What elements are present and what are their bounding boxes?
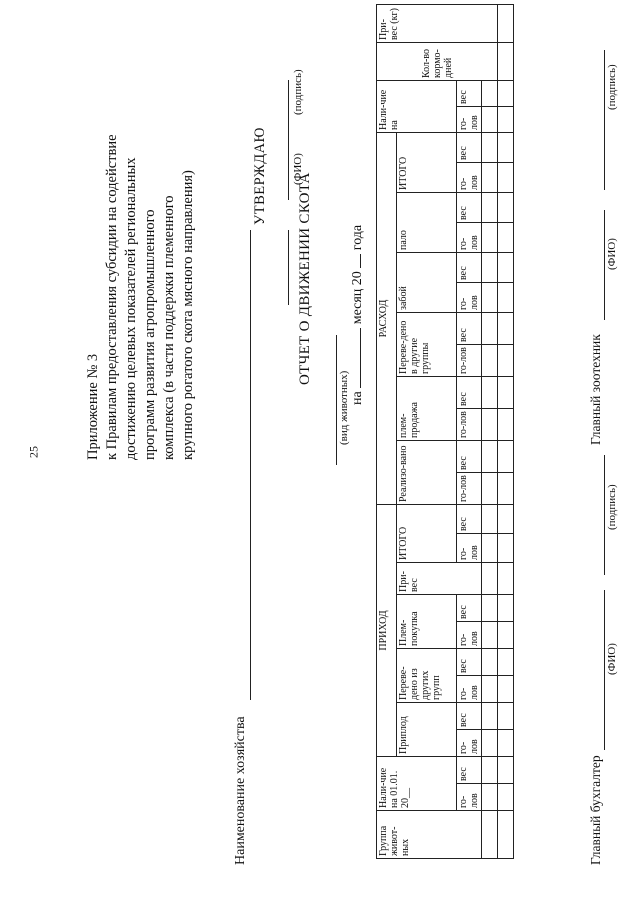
table-cell-empty xyxy=(482,163,498,193)
period-year: года xyxy=(350,224,365,251)
zootechnician-fio-caption: (ФИО) xyxy=(606,238,618,270)
end-balance-header: Нали-чие на xyxy=(377,81,457,133)
table-cell-empty xyxy=(482,223,498,253)
table-cell-empty xyxy=(482,563,498,595)
income-col-total: ИТОГО xyxy=(397,505,457,563)
income-col-breeding-purchase: Плем-покупка xyxy=(397,595,457,649)
table-cell-empty xyxy=(482,676,498,703)
heads-label: го-лов xyxy=(457,730,482,757)
heads-label: го-лов xyxy=(457,345,482,377)
table-cell-empty xyxy=(498,730,514,757)
approval-signature-caption: (подпись) xyxy=(292,69,304,115)
table-cell-empty xyxy=(498,784,514,811)
start-balance-header: Нали-чие на 01.01. 20__ xyxy=(377,757,457,811)
zootechnician-label: Главный зоотехник xyxy=(588,334,603,445)
table-cell-empty xyxy=(482,811,498,859)
table-cell-empty xyxy=(482,441,498,473)
table-cell-empty xyxy=(498,649,514,676)
table-cell-empty xyxy=(482,473,498,505)
table-cell-empty xyxy=(482,283,498,313)
table-cell-empty xyxy=(482,409,498,441)
heads-label: го-лов xyxy=(457,409,482,441)
table-cell-empty xyxy=(498,283,514,313)
table-cell-empty xyxy=(498,534,514,563)
expense-header: РАСХОД xyxy=(377,133,397,505)
period-prefix: на xyxy=(350,391,365,405)
table-cell-empty xyxy=(498,409,514,441)
table-cell-empty xyxy=(482,377,498,409)
table-cell-empty xyxy=(482,622,498,649)
table-cell-empty xyxy=(498,43,514,81)
animal-type-caption: (вид животных) xyxy=(338,370,350,445)
weight-label: вес xyxy=(457,313,482,345)
appendix-line: достижению целевых показателей региональных xyxy=(123,157,139,460)
weight-label: вес xyxy=(457,253,482,283)
table-cell-empty xyxy=(498,107,514,133)
table-cell-empty xyxy=(482,595,498,622)
group-header: Группа живот-ных xyxy=(377,811,482,859)
table-cell-empty xyxy=(482,649,498,676)
table-cell-empty xyxy=(498,595,514,622)
table-cell-empty xyxy=(498,676,514,703)
table-cell-empty xyxy=(482,107,498,133)
feed-days-header: Кол-во кормо-дней xyxy=(377,43,498,81)
table-cell-empty xyxy=(498,703,514,730)
table-cell-empty xyxy=(498,377,514,409)
table-cell-empty xyxy=(482,345,498,377)
table-cell-empty xyxy=(482,253,498,283)
table-cell-empty xyxy=(498,757,514,784)
organization-line xyxy=(250,230,251,700)
heads-label: го-лов xyxy=(457,163,482,193)
period-year-blank xyxy=(360,254,361,268)
appendix-line: Приложение № 3 xyxy=(85,353,101,460)
table-cell-empty xyxy=(498,81,514,107)
table-cell-empty xyxy=(482,784,498,811)
table-cell-empty xyxy=(498,193,514,223)
end-weight: вес xyxy=(457,81,482,107)
appendix-line: программ развития агропромышленного xyxy=(142,209,158,460)
table-cell-empty xyxy=(498,223,514,253)
weight-label: вес xyxy=(457,505,482,534)
table-cell-empty xyxy=(482,757,498,784)
expense-col-breeding-sale: плем-продажа xyxy=(397,377,457,441)
table-cell-empty xyxy=(498,563,514,595)
table-cell-empty xyxy=(498,811,514,859)
table-cell-empty xyxy=(482,81,498,107)
table-cell-empty xyxy=(498,622,514,649)
table-cell-empty xyxy=(482,730,498,757)
weight-gain-header: При-вес (кг) xyxy=(377,5,498,43)
table-cell-empty xyxy=(482,193,498,223)
table-cell-empty xyxy=(498,345,514,377)
period-month: месяц 20 xyxy=(350,271,365,325)
start-heads: го-лов xyxy=(457,784,482,811)
weight-label: вес xyxy=(457,441,482,473)
table-cell-empty xyxy=(498,5,514,43)
expense-col-total: ИТОГО xyxy=(397,133,457,193)
report-period xyxy=(350,225,366,405)
accountant-signature-caption: (подпись) xyxy=(606,484,618,530)
expense-col-slaughter: забой xyxy=(397,253,457,313)
expense-col-sold: Реализо-вано xyxy=(397,441,457,505)
table-cell-empty xyxy=(482,534,498,563)
weight-label: вес xyxy=(457,193,482,223)
income-col-birth: Приплод xyxy=(397,703,457,757)
report-title: ОТЧЕТ О ДВИЖЕНИИ СКОТА xyxy=(297,172,313,385)
accountant-label: Главный бухгалтер xyxy=(588,755,603,865)
zootechnician-signature-line xyxy=(604,50,605,190)
accountant-signature-line xyxy=(604,455,605,575)
income-col-transferred-in: Переве-дено из других групп xyxy=(397,649,457,703)
table-cell-empty xyxy=(482,703,498,730)
period-month-blank xyxy=(360,328,361,388)
approval-title: УТВЕРЖДАЮ xyxy=(252,127,268,225)
table-cell-empty xyxy=(482,313,498,345)
weight-label: вес xyxy=(457,595,482,622)
table-cell-empty xyxy=(498,163,514,193)
table-cell-empty xyxy=(498,441,514,473)
appendix-line: к Правилам предоставления субсидии на содействие xyxy=(104,134,120,460)
weight-label: вес xyxy=(457,649,482,676)
zootechnician-signature-caption: (подпись) xyxy=(606,64,618,110)
appendix-line: комплекса (в части поддержки племенного xyxy=(161,195,177,460)
heads-label: го-лов xyxy=(457,283,482,313)
table-cell-empty xyxy=(498,253,514,283)
heads-label: го-лов xyxy=(457,676,482,703)
table-cell-empty xyxy=(498,473,514,505)
weight-label: вес xyxy=(457,377,482,409)
weight-label: вес xyxy=(457,703,482,730)
heads-label: го-лов xyxy=(457,473,482,505)
heads-label: го-лов xyxy=(457,223,482,253)
income-col-weight-gain: При-вес xyxy=(397,563,482,595)
table-cell-empty xyxy=(482,505,498,534)
approval-signature-line xyxy=(288,80,289,200)
approval-fio-caption: (ФИО) xyxy=(292,153,304,185)
expense-col-transferred-out: Переве-дено в другие группы xyxy=(397,313,457,377)
table-cell-empty xyxy=(482,133,498,163)
zootechnician-fio-line xyxy=(604,210,605,320)
heads-label: го-лов xyxy=(457,534,482,563)
end-heads: го-лов xyxy=(457,107,482,133)
table-cell-empty xyxy=(498,133,514,163)
page-number: 25 xyxy=(26,446,41,458)
table-cell-empty xyxy=(498,313,514,345)
expense-col-died: пало xyxy=(397,193,457,253)
approval-fio-line xyxy=(288,230,289,305)
start-weight: вес xyxy=(457,757,482,784)
appendix-block xyxy=(84,134,198,460)
organization-label: Наименование хозяйства xyxy=(233,716,248,865)
appendix-line: крупного рогатого скота мясного направления) xyxy=(180,170,196,460)
income-header: ПРИХОД xyxy=(377,505,397,757)
heads-label: го-лов xyxy=(457,622,482,649)
weight-label: вес xyxy=(457,133,482,163)
table-cell-empty xyxy=(498,505,514,534)
accountant-fio-line xyxy=(604,590,605,750)
livestock-movement-table xyxy=(376,4,514,859)
accountant-fio-caption: (ФИО) xyxy=(606,643,618,675)
animal-type-line xyxy=(336,335,337,465)
